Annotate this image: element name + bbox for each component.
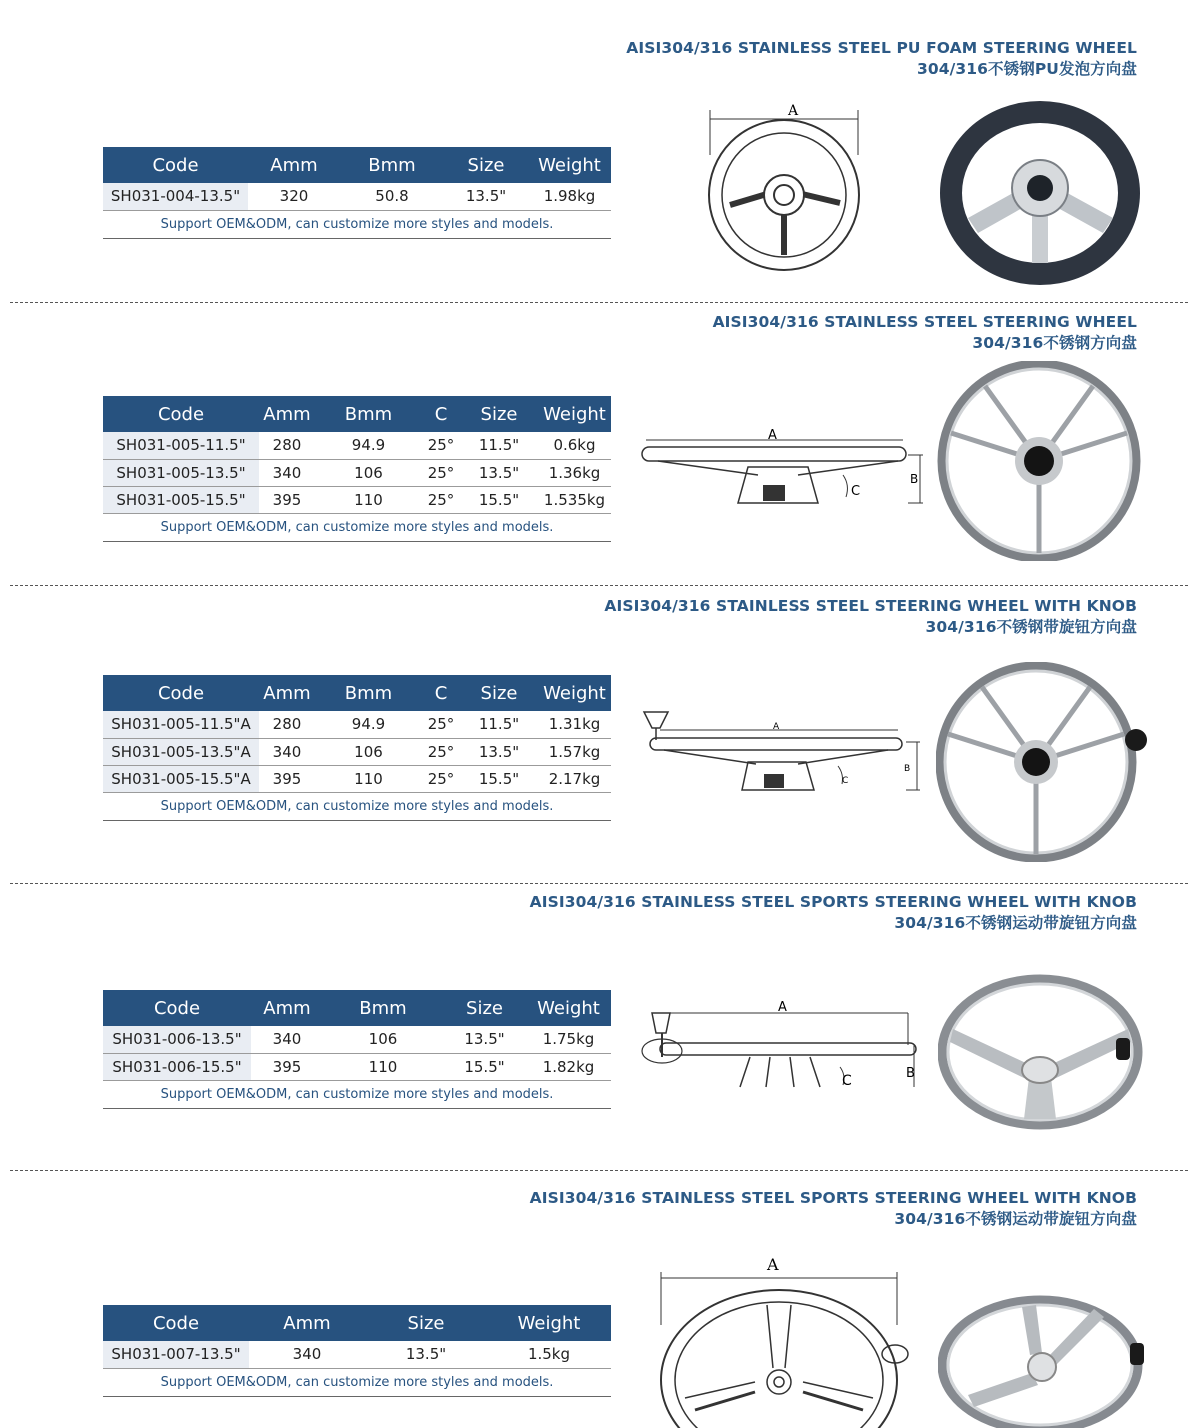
header-bmm: Bmm <box>315 396 422 432</box>
cell-size: 11.5" <box>460 432 538 459</box>
header-size: Size <box>460 396 538 432</box>
section-5-title-cn: 304/316不锈钢运动带旋钮方向盘 <box>894 1210 1137 1228</box>
section-divider <box>10 883 1188 884</box>
header-weight: Weight <box>528 147 611 183</box>
section-divider <box>10 302 1188 303</box>
cell-bmm: 110 <box>315 765 422 792</box>
spec-table-5 <box>103 1305 611 1397</box>
oem-note: Support OEM&ODM, can customize more styles and models. <box>103 792 611 820</box>
cell-code: SH031-005-11.5" <box>103 432 259 459</box>
header-size: Size <box>365 1305 487 1341</box>
section-5-title <box>530 1188 1137 1230</box>
oem-note: Support OEM&ODM, can customize more styles and models. <box>103 1080 611 1108</box>
header-amm: Amm <box>259 396 315 432</box>
cell-code: SH031-007-13.5" <box>103 1341 249 1368</box>
cell-bmm: 110 <box>315 486 422 513</box>
section-1-title-en: AISI304/316 STAINLESS STEEL PU FOAM STEERING WHEEL <box>626 39 1137 57</box>
table-row <box>103 765 611 792</box>
header-size: Size <box>443 990 526 1026</box>
table-row <box>103 459 611 486</box>
pu-wheel-drawing <box>700 95 870 280</box>
header-weight: Weight <box>538 396 611 432</box>
cell-code: SH031-005-13.5"A <box>103 738 259 765</box>
oem-note: Support OEM&ODM, can customize more styles and models. <box>103 1368 611 1396</box>
header-c: C <box>422 396 460 432</box>
cell-weight: 0.6kg <box>538 432 611 459</box>
dimension-label-a: A <box>778 1000 787 1015</box>
cell-amm: 395 <box>251 1053 323 1080</box>
header-code: Code <box>103 675 259 711</box>
header-amm: Amm <box>251 990 323 1026</box>
header-c: C <box>422 675 460 711</box>
header-bmm: Bmm <box>315 675 422 711</box>
cell-c: 25° <box>422 459 460 486</box>
table-row <box>103 183 611 210</box>
cell-c: 25° <box>422 486 460 513</box>
section-1-title-cn: 304/316不锈钢PU发泡方向盘 <box>916 60 1137 78</box>
cell-c: 25° <box>422 765 460 792</box>
dimension-label-c: C <box>851 484 861 499</box>
cell-c: 25° <box>422 738 460 765</box>
cell-c: 25° <box>422 432 460 459</box>
cell-amm: 395 <box>259 486 315 513</box>
cell-bmm: 106 <box>323 1026 443 1053</box>
section-1-title <box>626 38 1137 80</box>
cell-code: SH031-004-13.5" <box>103 183 248 210</box>
cell-bmm: 110 <box>323 1053 443 1080</box>
section-3-title-cn: 304/316不锈钢带旋钮方向盘 <box>925 618 1137 636</box>
table-row <box>103 432 611 459</box>
header-weight: Weight <box>526 990 611 1026</box>
cell-code: SH031-005-11.5"A <box>103 711 259 738</box>
sports-wheel-photo <box>938 974 1148 1134</box>
header-weight: Weight <box>538 675 611 711</box>
header-size: Size <box>444 147 528 183</box>
cell-weight: 1.82kg <box>526 1053 611 1080</box>
section-4-title-cn: 304/316不锈钢运动带旋钮方向盘 <box>894 914 1137 932</box>
dimension-label-a: A <box>768 428 777 443</box>
dish-wheel-side-drawing <box>638 425 928 515</box>
dish-wheel-photo <box>937 361 1142 561</box>
dimension-label-a: A <box>767 1255 779 1274</box>
header-amm: Amm <box>248 147 340 183</box>
section-2-title-cn: 304/316不锈钢方向盘 <box>972 334 1137 352</box>
section-2-title-en: AISI304/316 STAINLESS STEEL STEERING WHEEL <box>712 313 1137 331</box>
cell-code: SH031-005-15.5" <box>103 486 259 513</box>
cell-bmm: 50.8 <box>340 183 444 210</box>
cell-amm: 340 <box>259 738 315 765</box>
cell-size: 13.5" <box>365 1341 487 1368</box>
cell-bmm: 106 <box>315 459 422 486</box>
cell-size: 15.5" <box>460 486 538 513</box>
sports-wheel-top-drawing <box>655 1250 915 1428</box>
section-4-title <box>530 892 1137 934</box>
header-weight: Weight <box>487 1305 611 1341</box>
sports-wheel-photo-2 <box>938 1295 1153 1428</box>
table-row <box>103 1026 611 1053</box>
dimension-label-b: B <box>906 1066 915 1081</box>
section-3-title-en: AISI304/316 STAINLESS STEEL STEERING WHEEL WITH KNOB <box>604 597 1137 615</box>
cell-bmm: 94.9 <box>315 711 422 738</box>
section-divider <box>10 1170 1188 1171</box>
cell-size: 15.5" <box>443 1053 526 1080</box>
oem-note: Support OEM&ODM, can customize more styles and models. <box>103 513 611 541</box>
spec-table-1 <box>103 147 611 239</box>
cell-size: 11.5" <box>460 711 538 738</box>
dimension-label-b: B <box>904 764 911 774</box>
table-row <box>103 711 611 738</box>
section-5-title-en: AISI304/316 STAINLESS STEEL SPORTS STEERING WHEEL WITH KNOB <box>529 1189 1137 1207</box>
cell-amm: 320 <box>248 183 340 210</box>
cell-amm: 280 <box>259 711 315 738</box>
dimension-label-c: C <box>842 1073 852 1089</box>
spec-table-4 <box>103 990 611 1109</box>
table-row <box>103 486 611 513</box>
cell-weight: 1.57kg <box>538 738 611 765</box>
table-row <box>103 1341 611 1368</box>
spec-table-2 <box>103 396 611 542</box>
header-code: Code <box>103 147 248 183</box>
cell-code: SH031-006-13.5" <box>103 1026 251 1053</box>
cell-weight: 1.5kg <box>487 1341 611 1368</box>
section-4-title-en: AISI304/316 STAINLESS STEEL SPORTS STEERING WHEEL WITH KNOB <box>529 893 1137 911</box>
spec-table-3 <box>103 675 611 821</box>
cell-amm: 340 <box>259 459 315 486</box>
oem-note: Support OEM&ODM, can customize more styles and models. <box>103 210 611 238</box>
dimension-label-b: B <box>910 472 919 486</box>
cell-code: SH031-006-15.5" <box>103 1053 251 1080</box>
cell-amm: 340 <box>251 1026 323 1053</box>
knob-wheel-side-drawing <box>638 708 928 798</box>
header-amm: Amm <box>259 675 315 711</box>
cell-code: SH031-005-13.5" <box>103 459 259 486</box>
cell-size: 13.5" <box>460 738 538 765</box>
cell-bmm: 94.9 <box>315 432 422 459</box>
table-row <box>103 738 611 765</box>
cell-code: SH031-005-15.5"A <box>103 765 259 792</box>
section-3-title <box>604 596 1137 638</box>
cell-weight: 1.31kg <box>538 711 611 738</box>
pu-wheel-photo <box>938 98 1143 288</box>
cell-weight: 1.36kg <box>538 459 611 486</box>
cell-weight: 1.535kg <box>538 486 611 513</box>
header-code: Code <box>103 396 259 432</box>
cell-amm: 280 <box>259 432 315 459</box>
section-divider <box>10 585 1188 586</box>
header-code: Code <box>103 1305 249 1341</box>
cell-amm: 340 <box>249 1341 365 1368</box>
header-code: Code <box>103 990 251 1026</box>
cell-weight: 2.17kg <box>538 765 611 792</box>
dimension-label-a: A <box>788 103 799 119</box>
sports-wheel-side-drawing <box>640 995 925 1095</box>
header-amm: Amm <box>249 1305 365 1341</box>
section-2-title <box>713 312 1137 354</box>
cell-bmm: 106 <box>315 738 422 765</box>
cell-size: 13.5" <box>443 1026 526 1053</box>
cell-size: 13.5" <box>460 459 538 486</box>
cell-weight: 1.98kg <box>528 183 611 210</box>
cell-size: 13.5" <box>444 183 528 210</box>
cell-amm: 395 <box>259 765 315 792</box>
table-row <box>103 1053 611 1080</box>
dimension-label-a: A <box>773 722 780 732</box>
dimension-label-c: C <box>842 776 849 786</box>
knob-wheel-photo <box>936 662 1151 862</box>
header-bmm: Bmm <box>340 147 444 183</box>
cell-c: 25° <box>422 711 460 738</box>
cell-weight: 1.75kg <box>526 1026 611 1053</box>
header-size: Size <box>460 675 538 711</box>
cell-size: 15.5" <box>460 765 538 792</box>
header-bmm: Bmm <box>323 990 443 1026</box>
